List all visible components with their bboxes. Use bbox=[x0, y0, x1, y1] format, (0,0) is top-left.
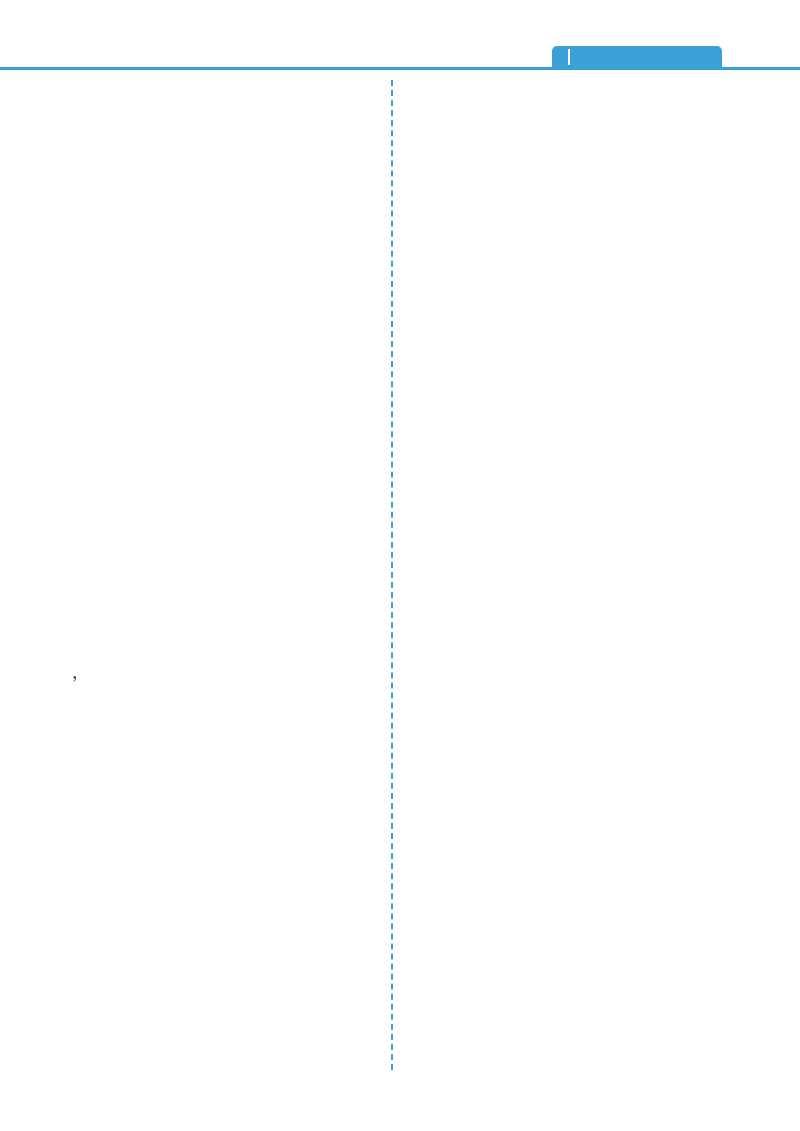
column-divider bbox=[391, 80, 393, 1070]
section-tab bbox=[552, 46, 722, 68]
yi-line: ， bbox=[72, 663, 90, 683]
section-label bbox=[570, 46, 586, 68]
part-label bbox=[552, 46, 568, 68]
